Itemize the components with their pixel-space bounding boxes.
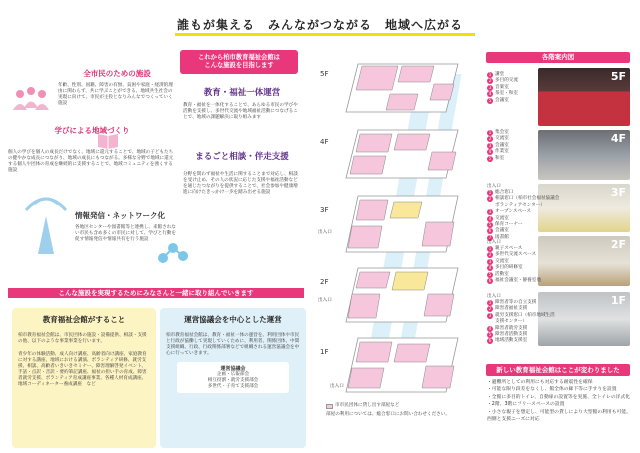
section-citizens-body: 年齢、性別、国籍、障害の有無、貧困や家庭・経済的理由に関わらず、共に学ぶことができる、地域共生社会の実現に向けて、市民が主役となりみんなでつくっていく施設 xyxy=(58,83,173,106)
floor-label-3f: 3F xyxy=(320,206,329,214)
photo-label-2f: 2F xyxy=(610,238,626,251)
change-item: ・可能な限り段差をなくし、館全体の廊下等に手すりを設置 xyxy=(487,387,617,393)
council-line-1: 企画・広報部会 xyxy=(216,372,250,377)
section-integrated-title: 教育・福祉一体運営 xyxy=(203,88,281,98)
rooms-1f: 出入口 1 障害者等の自立支援 2 障害者福祉支援 3 就労支援窓口（柏市地域生活支援センター） 4 障害者就労支援 5 障害者活動支援 6 地域活動支援室 xyxy=(487,294,559,345)
title-underline xyxy=(175,33,475,36)
box-activities-title: 教育福祉会館がすること xyxy=(42,315,126,324)
box-operation-title: 運営協議会を中心とした運営 xyxy=(184,315,282,324)
rooms-1f-entrance: 出入口 xyxy=(487,294,501,299)
section-learning-body: 個人の学びを個人の成長だけでなく、地域に還元することで、地域の子どもたちの健やかな成長につながり、地域の成長にもつながる。多様な分野で地域に還元する個人や団体の育成を継続的に支援することで、地域コミュニティを強くする施設 xyxy=(8,150,174,173)
rooms-2f-entrance: 出入口 xyxy=(487,240,501,245)
page-title: 誰もが集える みんながつながる 地域へ広がる xyxy=(176,18,463,32)
box-activities-body2: 青少年の体験活動、成人向け講座、高齢者向け講座、家庭教育に対する講座、地域における講演、ボランティア研修、就労支援、相談、高齢者いきいきセミナー、障害理解啓発イベント、手話・点訳・音訳・要約筆記講座、福祉の担い手の育成、障害者就労支援、ボランティア育成講座事業、各種人材育成講座、地域コーディネーター養成講座 など xyxy=(18,352,147,387)
photo-label-3f: 3F xyxy=(610,186,626,199)
change-item: ・全館に多目的トイレ、自動扉の設置等を実施、全トイレの洋式化 xyxy=(487,394,631,400)
box-operation-body: 柏市教育福祉会館は、教育・福祉一体の運営を、利用団体や市民と行政が協働して実現していくために、利用者、関係団体、中間支援組織、行政、行政関係部署などで組織される運営協議会を中心に行っていきます。 xyxy=(166,333,300,356)
section-network-body: 各地区センターや図書館等と連携し、来館されない市民も含め多くの市民に対して、学びと行動を促す情報発信や情報共有を行う施設 xyxy=(75,225,176,242)
council-line-3: 多世代・子育て支援部会 xyxy=(207,384,259,389)
floor-label-2f: 2F xyxy=(320,278,329,286)
section-network-title: 情報発信・ネットワーク化 xyxy=(75,211,165,220)
legend-item-2: 部屋の利用については、総合窓口にお問い合わせください。 xyxy=(326,412,450,417)
section-integrated-body: 教育・福祉を一体化することで、あらゆる市民の学びや活動を支援し、多世代交流や地域福祉活動につなげることで、地域の課題解決に取り組みます xyxy=(183,103,298,120)
floor-2f xyxy=(318,264,468,326)
section-consultation-title: まるごと相談・伴走支援 xyxy=(195,152,289,162)
antenna-icon xyxy=(16,196,76,258)
people-icon xyxy=(8,84,54,128)
section-integrated xyxy=(183,86,301,121)
section-citizens-title: 全市民のための施設 xyxy=(83,69,151,78)
photo-5f xyxy=(538,68,630,126)
box-activities xyxy=(12,308,156,448)
section-learning-title: 学びによる地域づくり xyxy=(54,126,130,135)
entrance-label-1f: 出入口 xyxy=(330,384,344,389)
rooms-3f: 出入口 1 総合窓口 2 相談窓口（柏市社会福祉協議会ボランティアセンター） 3 オープンスペース 4 交流室 5 保育コーナー 6 会議室 7 図書館 xyxy=(487,184,563,241)
rooms-5f: 1 講堂 2 多目的交流 3 音楽室 4 茶室・和室 5 会議室 xyxy=(488,72,518,103)
entrance-label-2f: 出入口 xyxy=(318,298,332,303)
page-header xyxy=(0,8,640,36)
rooms-4f: 1 集会室 2 交流室 3 会議室 4 作業室 5 和室 xyxy=(488,130,509,161)
photo-label-4f: 4F xyxy=(610,132,626,145)
floor-3f xyxy=(318,192,468,256)
photo-label-1f: 1F xyxy=(610,294,626,307)
change-item: ・2階、3階にフリースペースの設置 xyxy=(487,402,565,408)
floor-5f xyxy=(320,60,468,116)
floor-plans xyxy=(318,52,480,397)
section-citizens xyxy=(58,68,176,107)
photo-4f xyxy=(538,130,630,180)
floor-label-5f: 5F xyxy=(320,70,329,78)
floor-4f xyxy=(320,126,468,182)
legend-swatch xyxy=(326,404,333,409)
rooms-3f-entrance: 出入口 xyxy=(487,184,501,189)
commitment-banner: こんな施設を実現するためにみなさんと一緒に取り組んでいきます xyxy=(8,288,304,298)
council-diagram xyxy=(177,362,289,393)
legend xyxy=(326,403,476,418)
legend-item-1: 市市民団体に貸し出す部屋など xyxy=(335,403,400,408)
entrance-label-3f: 出入口 xyxy=(318,230,332,235)
rooms-2f: 出入口 1 親子スペース 2 多世代交流スペース 3 交流室 4 多目的研修室 5 活動室 6 福祉会議室・静養室他 xyxy=(487,240,547,284)
rooms-title: 各階案内図 xyxy=(486,52,630,63)
section-consultation-body: 分野を問わず福祉や生活に関することまで対応し、相談を受け止め、その人の状況に応じた支援や福祉活動などを通じたつながりを提供することで、社会参加や健康増進に向けたきっかけ一歩を踏み出せる施設 xyxy=(183,172,298,195)
box-activities-body1: 柏市教育福祉会館は、市民団体の施設・設備提供、相談・支援の他、以下のような事業事業を行います。 xyxy=(18,333,147,344)
floor-label-1f: 1F xyxy=(320,348,329,356)
floor-label-4f: 4F xyxy=(320,138,329,146)
change-item: ・避難所としての利用にも対応する耐震性を確保 xyxy=(487,380,593,385)
floor-1f xyxy=(320,334,468,396)
book-icon xyxy=(96,130,120,150)
changes-title: 新しい教育福祉会館はここが変わりました xyxy=(486,364,630,376)
box-operation xyxy=(160,308,306,448)
change-item: ・小さな親子を想定し、可能型の貸しにより大型館の利用も可能。西側と支援ニーズに対応 xyxy=(487,409,631,423)
section-learning xyxy=(8,125,176,174)
photo-2f xyxy=(538,236,630,286)
photo-label-5f: 5F xyxy=(610,70,626,83)
vision-pill: これから柏市教育福祉会館は こんな施設を目指します xyxy=(180,50,298,74)
section-consultation xyxy=(183,150,301,196)
network-icon xyxy=(155,238,191,268)
council-title: 運営協議会 xyxy=(220,366,246,372)
council-line-2: 相互役割・就労支援部会 xyxy=(207,378,259,383)
changes-list xyxy=(487,379,633,423)
